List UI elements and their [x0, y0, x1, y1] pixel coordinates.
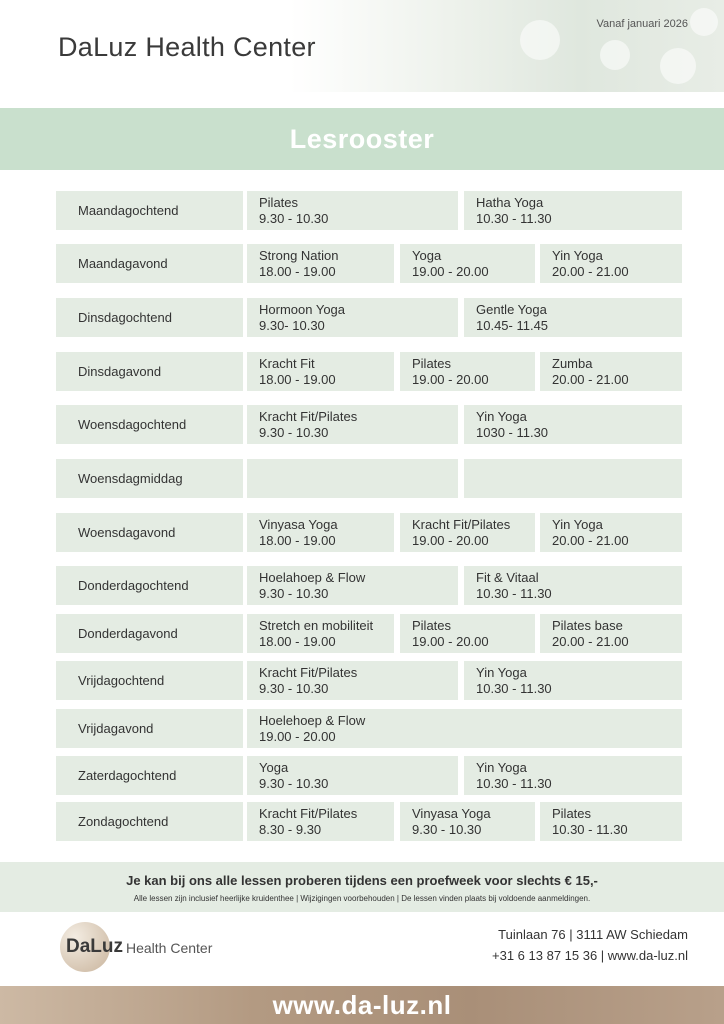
day-label: Maandagavond: [56, 244, 243, 283]
class-name: Kracht Fit/Pilates: [412, 517, 511, 532]
class-name: Hoelehoep & Flow: [259, 713, 366, 728]
class-time: 18.00 - 19.00: [259, 533, 336, 548]
class-time: 20.00 - 21.00: [552, 264, 629, 279]
class-time: 20.00 - 21.00: [552, 634, 629, 649]
class-time: 9.30 - 10.30: [259, 681, 329, 696]
class-name: Pilates: [412, 618, 452, 633]
class-cell: [247, 352, 394, 391]
class-cell: [464, 756, 682, 795]
class-time: 10.30 - 11.30: [552, 822, 628, 837]
class-time: 1030 - 11.30: [476, 425, 549, 440]
class-name: Kracht Fit/Pilates: [259, 409, 358, 424]
class-cell: [247, 709, 682, 748]
class-cell: [540, 802, 682, 841]
day-label: Zaterdagochtend: [56, 756, 243, 795]
class-name: Yoga: [259, 760, 289, 775]
class-time: 8.30 - 9.30: [259, 822, 322, 837]
class-cell: [247, 756, 458, 795]
class-time: 19.00 - 20.00: [259, 729, 336, 744]
class-time: 19.00 - 20.00: [412, 634, 489, 649]
class-time: 10.30 - 11.30: [476, 211, 552, 226]
class-cell: [247, 614, 394, 653]
title-band: [0, 108, 724, 170]
class-name: Yin Yoga: [476, 665, 527, 680]
class-name: Zumba: [552, 356, 593, 371]
class-name: Strong Nation: [259, 248, 339, 263]
day-label: Donderdagavond: [56, 614, 243, 653]
class-cell: [540, 352, 682, 391]
class-name: Kracht Fit/Pilates: [259, 806, 358, 821]
class-name: Vinyasa Yoga: [412, 806, 491, 821]
class-time: 18.00 - 19.00: [259, 264, 336, 279]
class-name: Pilates base: [552, 618, 623, 633]
promo-sub-text: Alle lessen zijn inclusief heerlijke kruidenthee | Wijzigingen voorbehouden | De lessen vinden plaats bij voldoende aanmeldingen.: [133, 894, 591, 903]
promo-banner: [0, 862, 724, 912]
class-time: 20.00 - 21.00: [552, 372, 629, 387]
class-name: Stretch en mobiliteit: [259, 618, 374, 633]
bokeh-decoration: [600, 40, 630, 70]
class-time: 19.00 - 20.00: [412, 372, 489, 387]
logo: [60, 920, 220, 974]
class-name: Hatha Yoga: [476, 195, 544, 210]
class-cell: [247, 661, 458, 700]
promo-main-text: Je kan bij ons alle lessen proberen tijdens een proefweek voor slechts € 15,-: [126, 873, 598, 888]
class-cell: [540, 244, 682, 283]
class-name: Yin Yoga: [476, 760, 527, 775]
brand-title: DaLuz Health Center: [58, 32, 316, 62]
class-cell: [247, 566, 458, 605]
class-name: Fit & Vitaal: [476, 570, 539, 585]
class-name: Hoelahoep & Flow: [259, 570, 366, 585]
day-label: Dinsdagavond: [56, 352, 243, 391]
day-label: Donderdagochtend: [56, 566, 243, 605]
page-title: Lesrooster: [289, 123, 435, 154]
class-cell: [540, 513, 682, 552]
contact-info: [492, 924, 688, 966]
class-time: 9.30 - 10.30: [412, 822, 482, 837]
day-label: Maandagochtend: [56, 191, 243, 230]
logo-da-text: DaLuz: [66, 936, 123, 957]
class-name: Gentle Yoga: [476, 302, 547, 317]
class-time: 18.00 - 19.00: [259, 634, 336, 649]
class-cell: [400, 802, 535, 841]
class-name: Hormoon Yoga: [259, 302, 346, 317]
class-cell: [464, 405, 682, 444]
class-name: Pilates: [412, 356, 452, 371]
class-cell: [464, 298, 682, 337]
bokeh-decoration: [690, 8, 718, 36]
class-name: Vinyasa Yoga: [259, 517, 338, 532]
class-cell: [247, 459, 458, 498]
class-time: 20.00 - 21.00: [552, 533, 629, 548]
class-cell: [400, 244, 535, 283]
class-cell: [247, 802, 394, 841]
class-time: 19.00 - 20.00: [412, 264, 489, 279]
class-name: Yin Yoga: [476, 409, 527, 424]
class-name: Pilates: [259, 195, 299, 210]
day-label: Vrijdagavond: [56, 709, 243, 748]
class-cell: [464, 459, 682, 498]
day-label: Dinsdagochtend: [56, 298, 243, 337]
class-name: Pilates: [552, 806, 592, 821]
address: Tuinlaan 76 | 3111 AW Schiedam: [498, 927, 688, 942]
class-cell: [464, 566, 682, 605]
day-label: Woensdagochtend: [56, 405, 243, 444]
class-time: 9.30 - 10.30: [259, 776, 329, 791]
class-cell: [247, 298, 458, 337]
page-header: [0, 0, 724, 92]
class-cell: [247, 244, 394, 283]
day-label: Woensdagavond: [56, 513, 243, 552]
day-label: Woensdagmiddag: [56, 459, 243, 498]
class-time: 18.00 - 19.00: [259, 372, 336, 387]
class-time: 10.30 - 11.30: [476, 681, 552, 696]
class-time: 9.30 - 10.30: [259, 425, 329, 440]
class-time: 9.30 - 10.30: [259, 211, 329, 226]
class-cell: [247, 513, 394, 552]
class-time: 10.45- 11.45: [476, 318, 549, 333]
class-name: Kracht Fit: [259, 356, 315, 371]
class-name: Yoga: [412, 248, 442, 263]
class-name: Kracht Fit/Pilates: [259, 665, 358, 680]
class-cell: [247, 191, 458, 230]
website-banner: [0, 986, 724, 1024]
class-time: 9.30 - 10.30: [259, 586, 329, 601]
class-time: 10.30 - 11.30: [476, 586, 552, 601]
day-label: Zondagochtend: [56, 802, 243, 841]
class-time: 9.30- 10.30: [259, 318, 325, 333]
class-name: Yin Yoga: [552, 248, 603, 263]
class-time: 19.00 - 20.00: [412, 533, 489, 548]
class-cell: [247, 405, 458, 444]
bokeh-decoration: [520, 20, 560, 60]
class-time: 10.30 - 11.30: [476, 776, 552, 791]
class-cell: [400, 352, 535, 391]
phone-website: +31 6 13 87 15 36 | www.da-luz.nl: [492, 948, 688, 963]
day-label: Vrijdagochtend: [56, 661, 243, 700]
class-cell: [400, 614, 535, 653]
class-cell: [464, 191, 682, 230]
bokeh-decoration: [660, 48, 696, 84]
class-cell: [464, 661, 682, 700]
schedule-date: Vanaf januari 2026: [596, 18, 688, 30]
website-link[interactable]: www.da-luz.nl: [272, 989, 452, 1020]
logo-hc-text: Health Center: [126, 940, 213, 956]
class-name: Yin Yoga: [552, 517, 603, 532]
class-cell: [400, 513, 535, 552]
class-cell: [540, 614, 682, 653]
